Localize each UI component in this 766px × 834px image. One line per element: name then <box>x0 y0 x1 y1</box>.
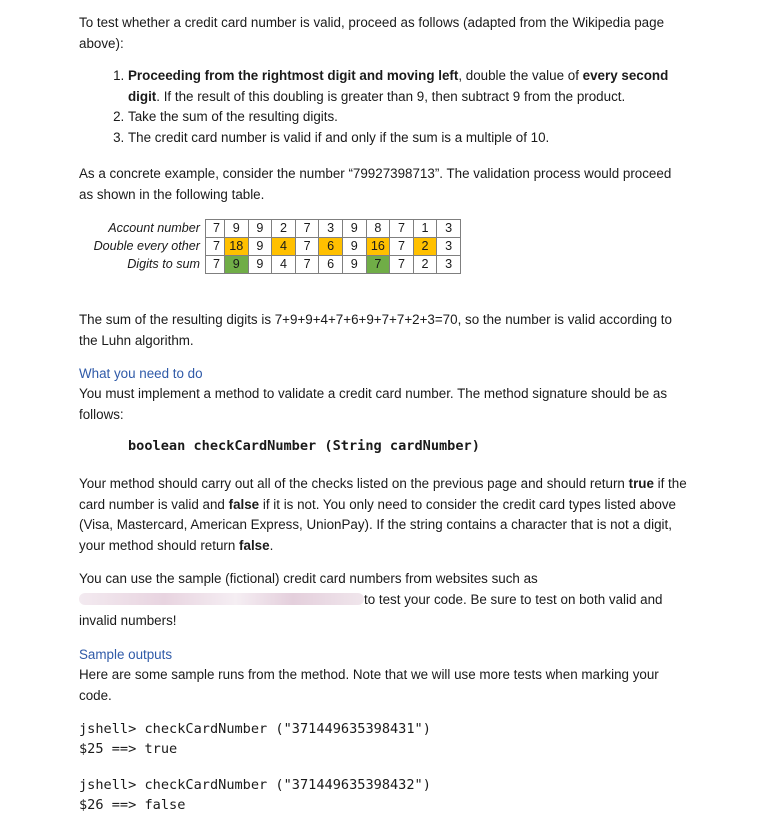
example-paragraph: As a concrete example, consider the number “79927398713”. The validation process would proceed as shown in the following table. <box>79 166 672 202</box>
table-cell: 2 <box>413 256 437 274</box>
table-row <box>86 238 460 256</box>
jshell-result: $25 ==> true <box>79 741 178 757</box>
table-cell-highlight: 9 <box>225 256 249 274</box>
table-cell: 2 <box>272 220 296 238</box>
row-label: Double every other <box>93 239 200 253</box>
method-paragraph: Your method should carry out all of the checks listed on the previous page and should return true if the card number is valid and false if it is not. You only need to consider the credit card types listed above (Visa, Mastercard, American Express, UnionPay). If the string contains a character that is not a digit, your method should return false. <box>79 476 687 553</box>
row-label: Account number <box>108 221 200 235</box>
table-cell: 9 <box>342 256 366 274</box>
jshell-command: jshell> checkCardNumber ("371449635398432") <box>79 777 431 793</box>
table-cell: 6 <box>319 256 343 274</box>
table-cell: 9 <box>248 220 272 238</box>
table-cell: 7 <box>295 256 319 274</box>
luhn-table <box>86 219 461 274</box>
section-heading-sample-outputs: Sample outputs <box>79 647 173 662</box>
table-cell-highlight: 18 <box>225 238 249 256</box>
table-cell: 9 <box>342 238 366 256</box>
table-cell-highlight: 2 <box>413 238 437 256</box>
table-cell: 8 <box>366 220 390 238</box>
table-cell: 9 <box>225 220 249 238</box>
intro-paragraph: To test whether a credit card number is valid, proceed as follows (adapted from the Wikipedia page above): <box>79 15 665 51</box>
table-cell-highlight: 4 <box>272 238 296 256</box>
table-cell-highlight: 7 <box>366 256 390 274</box>
table-cell: 1 <box>413 220 437 238</box>
list-item: 3. The credit card number is valid if and only if the sum is a multiple of 10. <box>128 128 688 149</box>
sample-line-2: to test your code. Be sure to test on both valid and <box>364 592 663 607</box>
table-cell-highlight: 6 <box>319 238 343 256</box>
outputs-paragraph: Here are some sample runs from the method. Note that we will use more tests when marking your code. <box>79 667 659 703</box>
row-label: Digits to sum <box>127 257 200 271</box>
table-cell: 7 <box>206 220 225 238</box>
table-cell: 9 <box>342 220 366 238</box>
table-cell: 3 <box>437 220 461 238</box>
table-cell: 7 <box>295 220 319 238</box>
jshell-command: jshell> checkCardNumber ("371449635398431") <box>79 721 431 737</box>
table-cell: 7 <box>206 256 225 274</box>
table-cell: 7 <box>390 256 414 274</box>
table-cell: 4 <box>272 256 296 274</box>
table-cell: 3 <box>437 238 461 256</box>
table-cell-highlight: 16 <box>366 238 390 256</box>
table-row <box>86 220 460 238</box>
list-item: 1. Proceeding from the rightmost digit and moving left, double the value of every second digit. If the result of this doubling is greater than 9, then subtract 9 from the product. <box>128 66 688 107</box>
sample-line-1: You can use the sample (fictional) credit card numbers from websites such as <box>79 571 538 586</box>
table-cell: 7 <box>295 238 319 256</box>
redacted-link <box>79 593 364 605</box>
jshell-result: $26 ==> false <box>79 797 186 813</box>
table-cell: 7 <box>390 238 414 256</box>
sample-line-3: invalid numbers! <box>79 613 177 628</box>
table-cell: 3 <box>437 256 461 274</box>
table-cell: 9 <box>248 238 272 256</box>
table-cell: 7 <box>206 238 225 256</box>
list-item: 2. Take the sum of the resulting digits. <box>128 107 688 128</box>
section-heading-what-you-need: What you need to do <box>79 366 203 381</box>
sum-paragraph: The sum of the resulting digits is 7+9+9+4+7+6+9+7+7+2+3=70, so the number is valid according to the Luhn algorithm. <box>79 312 672 348</box>
table-row <box>86 256 460 274</box>
table-cell: 7 <box>390 220 414 238</box>
table-cell: 3 <box>319 220 343 238</box>
table-cell: 9 <box>248 256 272 274</box>
need-paragraph: You must implement a method to validate a credit card number. The method signature should be as follows: <box>79 386 668 422</box>
method-signature: boolean checkCardNumber (String cardNumber) <box>128 438 480 454</box>
steps-list <box>100 66 688 148</box>
